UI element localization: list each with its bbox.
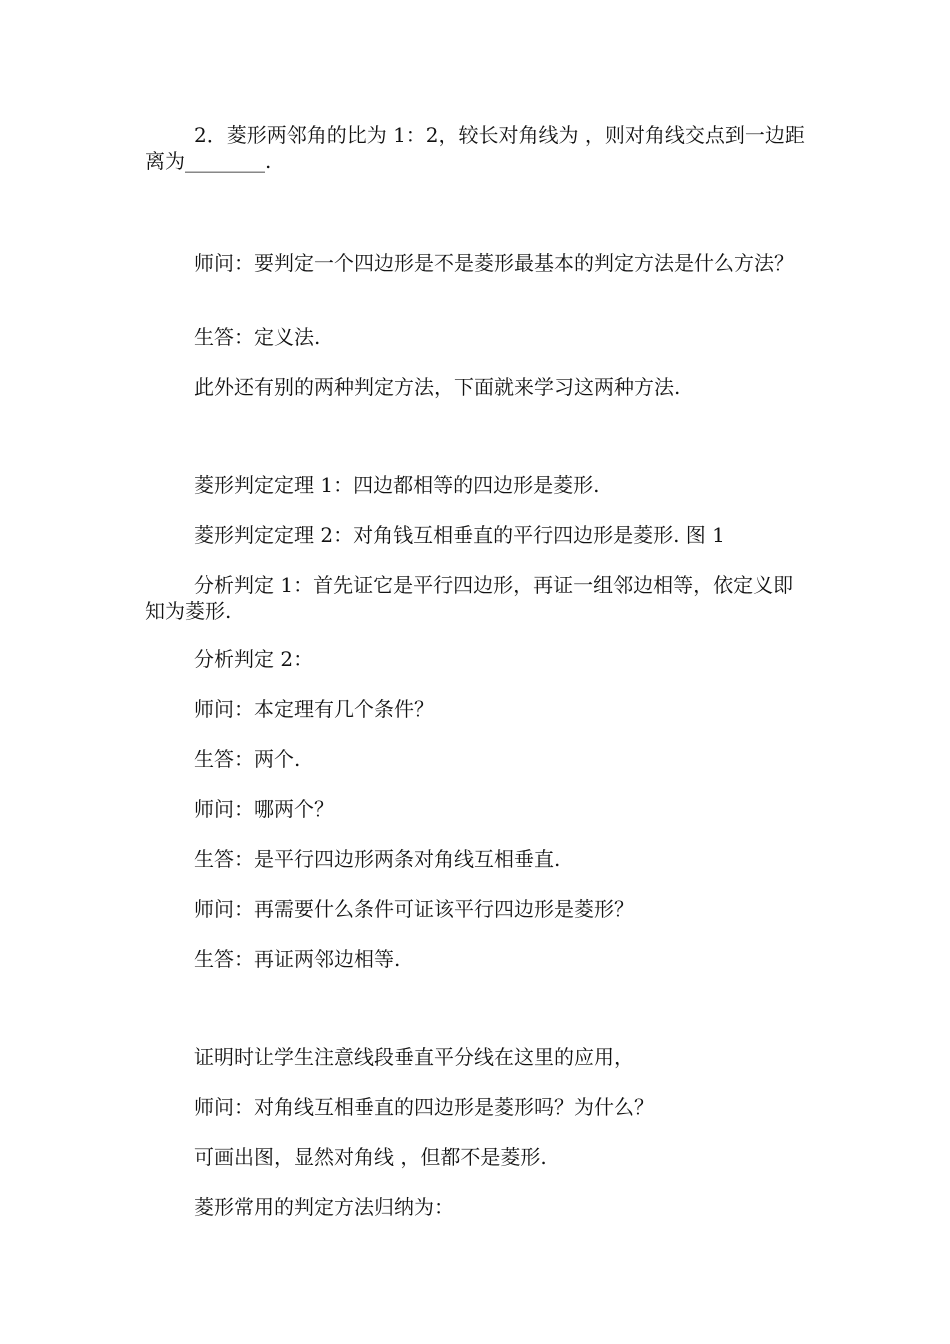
dialogue-paragraph: 师问：对角线互相垂直的四边形是菱形吗？为什么？ bbox=[194, 1095, 654, 1119]
problem-2-paragraph: 2．菱形两邻角的比为 1：2，较长对角线为 ，则对角线交点到一边距离为________. bbox=[145, 123, 805, 173]
dialogue-paragraph: 师问：哪两个？ bbox=[194, 797, 334, 821]
theorem-2-paragraph: 菱形判定定理 2：对角钱互相垂直的平行四边形是菱形. 图 1 bbox=[194, 523, 725, 547]
dialogue-paragraph: 生答：两个. bbox=[194, 747, 301, 771]
dialogue-paragraph: 生答：是平行四边形两条对角线互相垂直. bbox=[194, 847, 561, 871]
proof-note-paragraph: 证明时让学生注意线段垂直平分线在这里的应用， bbox=[194, 1045, 634, 1069]
analysis-1-paragraph: 分析判定 1：首先证它是平行四边形，再证一组邻边相等，依定义即知为菱形. bbox=[145, 573, 794, 623]
dialogue-paragraph: 师问：本定理有几个条件？ bbox=[194, 697, 434, 721]
explanation-paragraph: 可画出图，显然对角线 ，但都不是菱形. bbox=[194, 1145, 547, 1169]
dialogue-paragraph: 生答：再证两邻边相等. bbox=[194, 947, 401, 971]
summary-heading-paragraph: 菱形常用的判定方法归纳为： bbox=[194, 1195, 454, 1219]
student-answer-paragraph: 生答：定义法. bbox=[194, 325, 321, 349]
analysis-2-paragraph: 分析判定 2： bbox=[194, 647, 314, 671]
dialogue-paragraph: 师问：再需要什么条件可证该平行四边形是菱形？ bbox=[194, 897, 634, 921]
teacher-question-paragraph: 师问：要判定一个四边形是不是菱形最基本的判定方法是什么方法？ bbox=[194, 251, 794, 275]
theorem-1-paragraph: 菱形判定定理 1：四边都相等的四边形是菱形. bbox=[194, 473, 600, 497]
transition-paragraph: 此外还有别的两种判定方法，下面就来学习这两种方法. bbox=[194, 375, 681, 399]
